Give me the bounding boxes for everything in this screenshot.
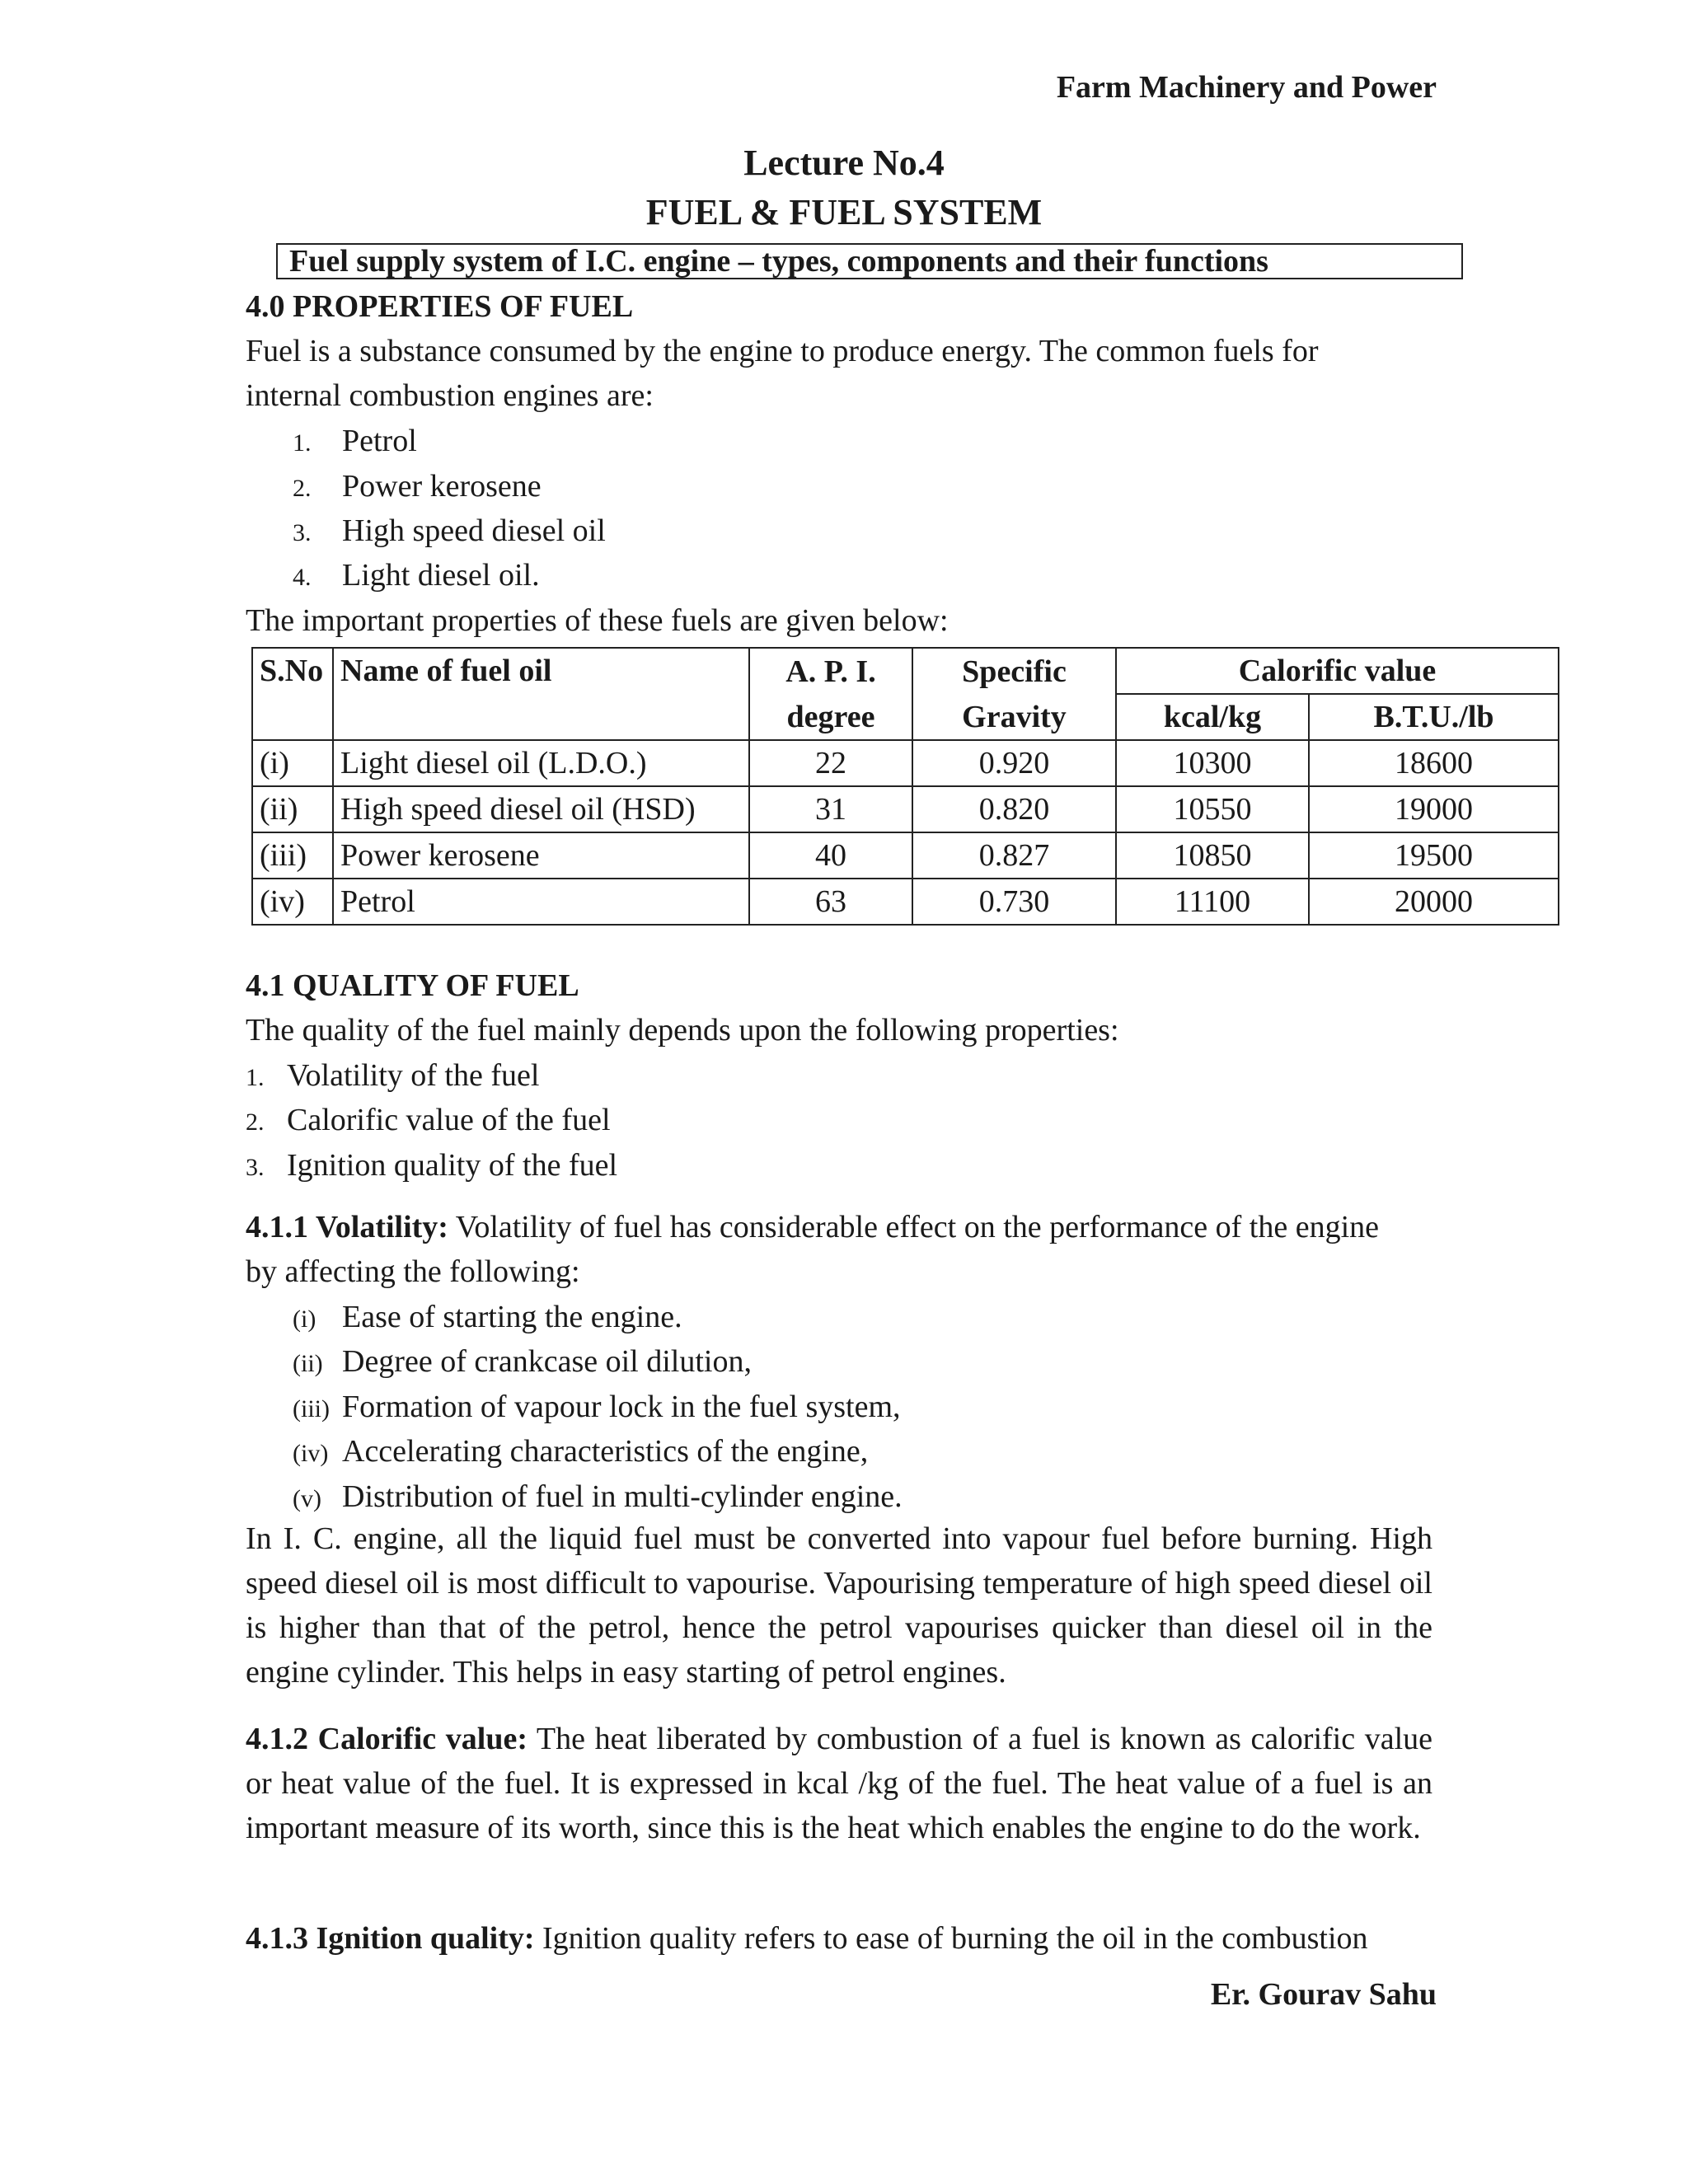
list-item [293,513,606,549]
cell-kcal: 10550 [1116,786,1309,832]
cell-btu: 19500 [1309,832,1559,879]
fuel-properties-table [251,647,1559,926]
calorific-paragraph [246,1717,1432,1850]
list-item [246,1057,539,1094]
list-label: Petrol [342,424,417,458]
cell-api: 63 [749,879,912,925]
list-label: Degree of crankcase oil dilution, [342,1344,752,1379]
header-sg: Specific [912,648,1116,694]
list-item [246,1147,617,1183]
cell-api: 22 [749,740,912,786]
ignition-heading: 4.1.3 Ignition quality: [246,1921,535,1956]
list-number: (v) [293,1485,321,1512]
list-number: (iii) [293,1395,330,1422]
cell-sno: (iii) [252,832,333,879]
list-number: (iv) [293,1440,329,1467]
list-label: Ignition quality of the fuel [287,1148,618,1183]
list-number: 2. [246,1108,265,1136]
cell-name: Petrol [333,879,749,925]
table-row [252,832,1559,879]
cell-sno: (iv) [252,879,333,925]
list-item [293,468,542,504]
table-row [252,879,1559,925]
cell-btu: 19000 [1309,786,1559,832]
volatility-paragraph: In I. C. engine, all the liquid fuel must be converted into vapour fuel before burning. High speed diesel oil is most difficult to vapourise. Vapourising temperature of high speed diesel oil is higher than that of the petrol, hence the petrol vapourises quicker than diesel oil in the engine cylinder. This helps in easy starting of petrol engines. [246,1521,1432,1690]
header-name: Name of fuel oil [333,648,749,740]
cell-kcal: 10300 [1116,740,1309,786]
header-api-degree: degree [749,694,912,740]
list-number: 1. [246,1064,265,1091]
list-number: (ii) [293,1350,323,1377]
header-sg-gravity: Gravity [912,694,1116,740]
calorific-heading: 4.1.2 Calorific value: [246,1722,528,1756]
cell-kcal: 11100 [1116,879,1309,925]
list-label: Calorific value of the fuel [287,1103,611,1137]
cell-name: Light diesel oil (L.D.O.) [333,740,749,786]
lecture-topic: FUEL & FUEL SYSTEM [645,192,1043,232]
cell-sg: 0.827 [912,832,1116,879]
list-item [293,1479,903,1515]
list-label: Formation of vapour lock in the fuel system, [342,1390,901,1424]
properties-intro-line1: Fuel is a substance consumed by the engine to produce energy. The common fuels for [246,334,1319,368]
header-calorific: Calorific value [1116,648,1559,694]
cell-btu: 18600 [1309,740,1559,786]
boxed-subtitle: Fuel supply system of I.C. engine – types, components and their functions [276,243,1463,279]
list-number: 3. [246,1154,265,1181]
section-heading-quality: 4.1 QUALITY OF FUEL [246,968,579,1003]
list-label: Ease of starting the engine. [342,1300,682,1334]
list-number: 4. [293,564,312,591]
list-item [293,1343,752,1380]
list-item [293,557,540,593]
volatility-heading: 4.1.1 Volatility: [246,1210,448,1244]
cell-sg: 0.820 [912,786,1116,832]
list-item [293,423,417,459]
table-row [252,786,1559,832]
list-label: High speed diesel oil [342,513,606,548]
section-heading-properties: 4.0 PROPERTIES OF FUEL [246,289,634,324]
cell-sno: (ii) [252,786,333,832]
list-item [293,1299,682,1335]
volatility-text: Volatility of fuel has considerable effect on the performance of the engine [448,1210,1380,1244]
cell-api: 31 [749,786,912,832]
list-number: (i) [293,1305,316,1333]
list-item [293,1389,901,1425]
header-kcal: kcal/kg [1116,694,1309,740]
properties-intro-line2: internal combustion engines are: [246,378,654,413]
list-number: 1. [293,429,312,457]
list-item [293,1433,868,1469]
list-label: Distribution of fuel in multi-cylinder engine. [342,1479,903,1514]
cell-sg: 0.920 [912,740,1116,786]
list-label: Volatility of the fuel [287,1058,540,1093]
table-row [252,740,1559,786]
cell-kcal: 10850 [1116,832,1309,879]
header-api: A. P. I. [749,648,912,694]
cell-sno: (i) [252,740,333,786]
list-number: 3. [293,519,312,546]
calorific-text: The heat liberated by combustion of a fuel is known as calorific value or heat value of the fuel. It is expressed in kcal /kg of the fuel. The heat value of a fuel is an important measure of its worth, since this is the heat which enables the engine to do the work. [246,1722,1432,1845]
cell-name: High speed diesel oil (HSD) [333,786,749,832]
lecture-number: Lecture No.4 [743,143,945,183]
ignition-line [246,1920,1368,1957]
cell-name: Power kerosene [333,832,749,879]
list-label: Accelerating characteristics of the engine, [342,1434,869,1469]
ignition-text: Ignition quality refers to ease of burning the oil in the combustion [534,1921,1368,1956]
header-btu: B.T.U./lb [1309,694,1559,740]
author-footer: Er. Gourav Sahu [1210,1977,1437,2012]
volatility-line1 [246,1209,1379,1245]
list-number: 2. [293,475,312,502]
course-header: Farm Machinery and Power [1056,70,1437,105]
cell-api: 40 [749,832,912,879]
volatility-line2: by affecting the following: [246,1254,580,1289]
table-intro: The important properties of these fuels are given below: [246,603,949,638]
header-sno: S.No [252,648,333,740]
list-label: Power kerosene [342,469,542,504]
cell-sg: 0.730 [912,879,1116,925]
cell-btu: 20000 [1309,879,1559,925]
list-item [246,1102,611,1138]
list-label: Light diesel oil. [342,558,540,593]
quality-intro: The quality of the fuel mainly depends upon the following properties: [246,1013,1119,1047]
